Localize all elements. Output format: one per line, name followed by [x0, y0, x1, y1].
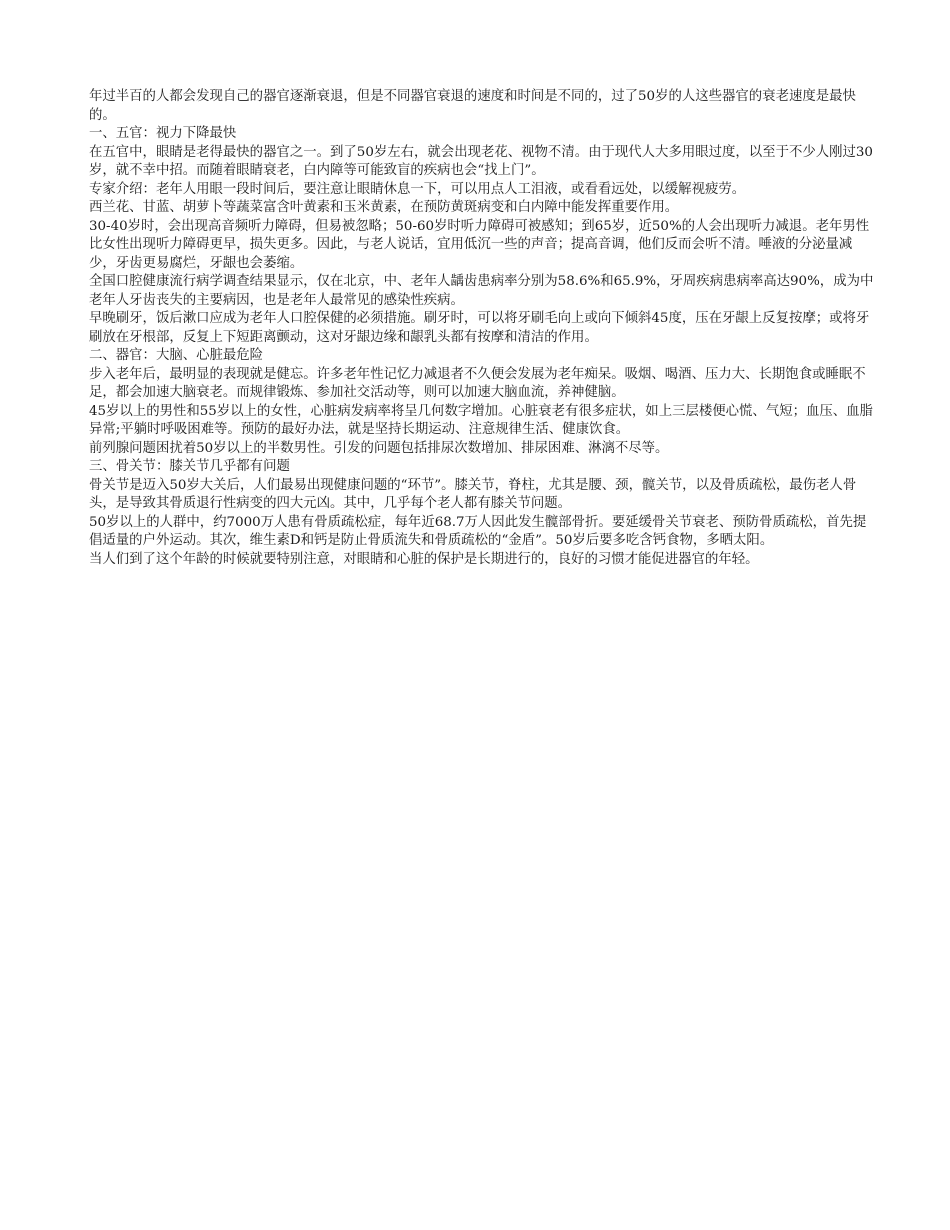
paragraph-expert-advice: 专家介绍：老年人用眼一段时间后，要注意让眼睛休息一下，可以用点人工泪液，或看看远处，以缓解视疲劳。 [89, 181, 746, 197]
paragraph-heart: 45岁以上的男性和55岁以上的女性，心脏病发病率将呈几何数字增加。心脏衰老有很多症状，如上三层楼便心慌、气短；血压、血脂异常;平躺时呼吸困难等。预防的最好办法，就是坚持长期运动、注意规律生活、健康饮食。 [89, 403, 873, 437]
paragraph-conclusion: 当人们到了这个年龄的时候就要特别注意，对眼睛和心脏的保护是长期进行的，良好的习惯才能促进器官的年轻。 [89, 551, 759, 567]
section-heading-senses: 一、五官：视力下降最快 [89, 126, 237, 141]
paragraph-osteoporosis: 50岁以上的人群中，约7000万人患有骨质疏松症，每年近68.7万人因此发生髋部骨折。要延缓骨关节衰老、预防骨质疏松，首先提倡适量的户外运动。其次，维生素D和钙是防止骨质流失和骨质疏松的“金盾”。50岁后要多吃含钙食物，多晒太阳。 [89, 514, 867, 548]
section-heading-organs: 二、器官：大脑、心脏最危险 [89, 348, 264, 363]
paragraph-brushing: 早晚刷牙，饭后漱口应成为老年人口腔保健的必须措施。刷牙时，可以将牙刷毛向上或向下倾斜45度，压在牙龈上反复按摩；或将牙刷放在牙根部，反复上下短距离颤动，这对牙龈边缘和龈乳头都有按摩和清洁的作用。 [89, 311, 870, 345]
paragraph-vegetables: 西兰花、甘蓝、胡萝卜等蔬菜富含叶黄素和玉米黄素，在预防黄斑病变和白内障中能发挥重要作用。 [89, 200, 679, 215]
paragraph-brain: 步入老年后，最明显的表现就是健忘。许多老年性记忆力减退者不久便会发展为老年痴呆。吸烟、喝酒、压力大、长期饱食或睡眠不足，都会加速大脑衰老。而规律锻炼、参加社交活动等，则可以加速大脑血流，养神健脑。 [89, 366, 866, 400]
section-heading-joints: 三、骨关节：膝关节几乎都有问题 [89, 459, 290, 474]
paragraph-hearing: 30-40岁时，会出现高音频听力障碍，但易被忽略；50-60岁时听力障碍可被感知；到65岁，近50%的人会出现听力减退。老年男性比女性出现听力障碍更早，损失更多。因此，与老人说话，宜用低沉一些的声音；提高音调，他们反而会听不清。唾液的分泌量减少，牙齿更易腐烂，牙龈也会萎缩。 [89, 218, 870, 271]
intro-paragraph: 年过半百的人都会发现自己的器官逐渐衰退，但是不同器官衰退的速度和时间是不同的，过了50岁的人这些器官的衰老速度是最快的。 [89, 89, 856, 123]
paragraph-oral-survey: 全国口腔健康流行病学调查结果显示，仅在北京，中、老年人龋齿患病率分别为58.6%和65.9%，牙周疾病患病率高达90%，成为中老年人牙齿丧失的主要病因，也是老年人最常见的感染性疾病。 [89, 274, 874, 308]
paragraph-prostate: 前列腺问题困扰着50岁以上的半数男性。引发的问题包括排尿次数增加、排尿困难、淋漓不尽等。 [89, 440, 669, 456]
paragraph-eyes: 在五官中，眼睛是老得最快的器官之一。到了50岁左右，就会出现老花、视物不清。由于现代人大多用眼过度，以至于不少人刚过30岁，就不幸中招。而随着眼睛衰老，白内障等可能致盲的疾病也会“找上门”。 [89, 144, 873, 178]
document-body [89, 88, 879, 569]
paragraph-joints: 骨关节是迈入50岁大关后，人们最易出现健康问题的“环节”。膝关节，脊柱，尤其是腰、颈，髋关节，以及骨质疏松，最伤老人骨头，是导致其骨质退行性病变的四大元凶。其中，几乎每个老人都有膝关节问题。 [89, 477, 857, 511]
